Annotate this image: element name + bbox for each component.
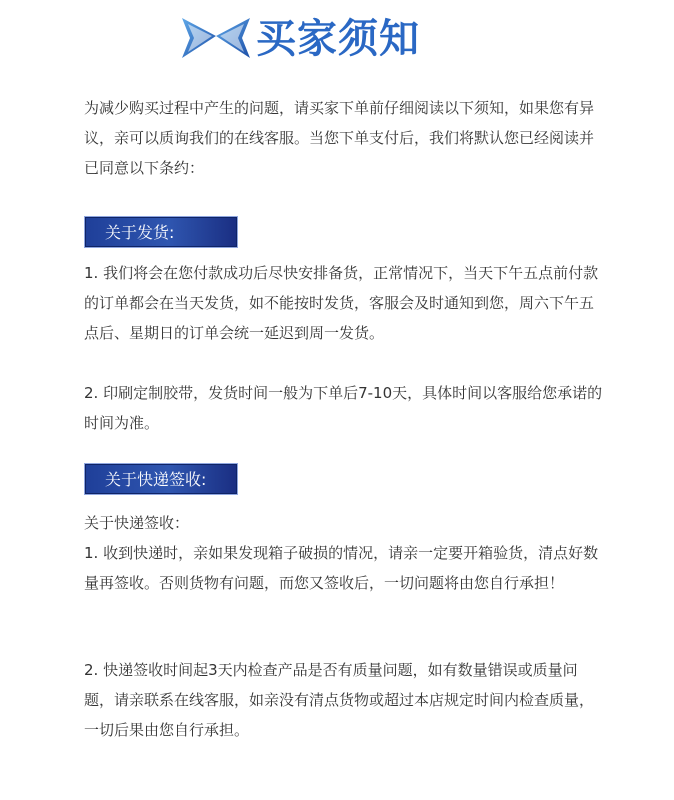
- section-heading-delivery: 关于快递签收:: [84, 463, 238, 495]
- page-header: [0, 12, 674, 70]
- shipping-paragraph-2: 2. 印刷定制胶带，发货时间一般为下单后7-10天，具体时间以客服给您承诺的时间为准。: [84, 384, 603, 432]
- intro-paragraph: 为减少购买过程中产生的问题，请买家下单前仔细阅读以下须知，如果您有异议，亲可以质询我们的在线客服。当您下单支付后，我们将默认您已经阅读并已同意以下条约：: [84, 99, 595, 177]
- delivery-paragraph-2: 2. 快递签收时间起3天内检查产品是否有质量问题，如有数量错误或质量问题，请亲联系在线客服，如亲没有清点货物或超过本店规定时间内检查质量，一切后果由您自行承担。: [84, 661, 595, 739]
- page-title: 买家须知: [256, 16, 420, 62]
- delivery-lead-text: 关于快递签收：: [84, 514, 190, 532]
- section-heading-shipping: 关于发货:: [84, 216, 238, 248]
- delivery-paragraph-1: 1. 收到快递时，亲如果发现箱子破损的情况，请亲一定要开箱验货，清点好数量再签收。否则货物有问题，而您又签收后，一切问题将由您自行承担！: [84, 544, 599, 592]
- bowtie-logo-icon: [180, 14, 252, 62]
- shipping-paragraph-1: 1. 我们将会在您付款成功后尽快安排备货，正常情况下，当天下午五点前付款的订单都会在当天发货，如不能按时发货，客服会及时通知到您，周六下午五点后、星期日的订单会统一延迟到周一发货。: [84, 264, 599, 342]
